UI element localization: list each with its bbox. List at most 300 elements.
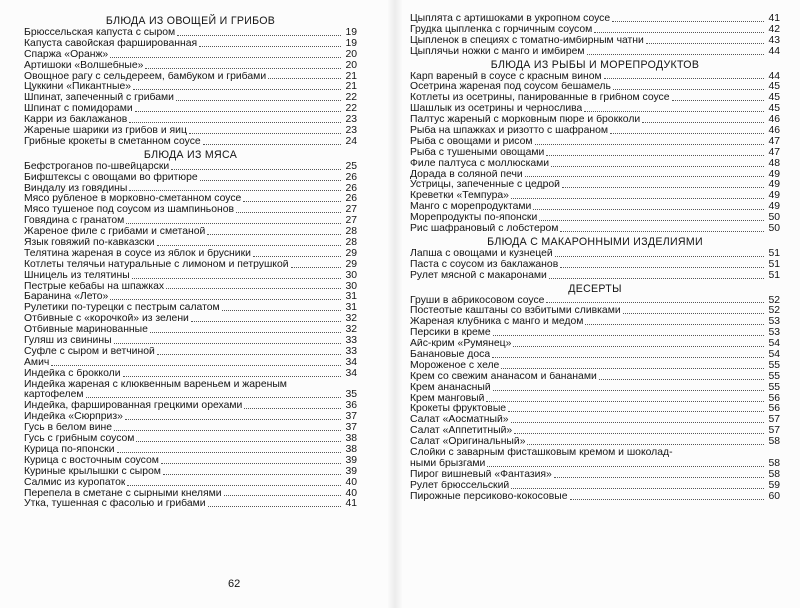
entry-title: Рыба с тушеными овощами [410,147,545,158]
entry-title: Рулет мясной с макаронами [410,270,547,281]
entry-title: Шпинат с помидорами [24,104,133,115]
entry-title: Шашлык из осетрины и чернослива [410,104,583,115]
toc-entry [410,296,780,307]
entry-title: Крем манговый [410,393,485,404]
section-title: БЛЮДА ИЗ ОВОЩЕЙ И ГРИБОВ [105,15,276,27]
dot-leader [171,169,341,170]
entry-title: Грудка цыпленка с горчичным соусом [410,24,593,35]
dot-leader [604,78,764,79]
entry-page-number: 28 [345,226,357,238]
toc-entry [24,162,357,173]
entry-page-number: 40 [345,476,357,488]
entry-page-number: 43 [768,34,780,46]
toc-entry [410,137,780,148]
toc-entry [410,394,780,405]
dot-leader [243,201,341,202]
dot-leader [163,474,341,475]
page-number: 62 [228,578,241,590]
entry-title: Овощное рагу с сельдереем, бамбуком и грибами [24,71,267,82]
dot-leader [511,488,764,489]
toc-entry [24,260,357,271]
entry-title: Курица по-японски [24,444,115,455]
entry-page-number: 35 [345,389,357,401]
toc-entry [24,456,357,467]
entry-title: картофелем [24,390,84,401]
entry-title: Айс-крим «Румянец» [410,339,512,350]
entry-page-number: 51 [768,258,780,270]
dot-leader [492,357,764,358]
entry-page-number: 38 [345,443,357,455]
toc-entry [410,82,780,93]
toc-entry [410,14,780,25]
entry-title: Крем со свежим ананасом и бананами [410,371,597,382]
toc-entry [24,137,357,148]
toc-entry [410,481,780,492]
dot-leader [493,390,764,391]
dot-leader [546,155,764,156]
dot-leader [594,32,764,33]
toc-entry [410,36,780,47]
dot-leader [585,324,764,325]
entry-title: Постеотые каштаны со взбитыми сливками [410,306,621,317]
entry-page-number: 41 [768,12,780,24]
entry-page-number: 41 [345,498,357,510]
dot-leader [208,506,341,507]
section-title: БЛЮДА ИЗ МЯСА [143,148,238,161]
dot-leader [486,401,764,402]
dot-leader [562,187,764,188]
dot-leader [551,166,764,167]
entry-title: Индейка с брокколи [24,368,121,379]
entry-page-number: 29 [345,258,357,270]
entry-page-number: 20 [345,48,357,60]
dot-leader [189,133,341,134]
entry-page-number: 32 [345,313,357,325]
dot-leader [508,411,764,412]
entry-title: Индейка, фаршированная грецкими орехами [24,401,243,412]
entry-title: Груши в абрикосовом соусе [410,295,545,306]
dot-leader [291,267,341,268]
dot-leader [125,419,341,420]
entry-title: Мясо тушеное под соусом из шампиньонов [24,205,235,216]
entry-title: Банановые доса [410,350,491,361]
entry-title: Курица с восточным соусом [24,455,159,466]
entry-page-number: 58 [768,436,780,448]
toc-entry [24,173,357,184]
entry-page-number: 55 [768,381,780,393]
entry-page-number: 46 [768,125,780,136]
entry-title: Перепела в сметане с сырными кнелями [24,488,222,499]
entry-page-number: 46 [768,114,780,126]
entry-title: Цуккини «Пикантные» [24,82,132,93]
entry-page-number: 58 [768,457,780,469]
entry-page-number: 32 [345,324,357,336]
entry-title: Грибные крокеты в сметанном соусе [24,136,201,147]
toc-entry [410,115,780,126]
entry-title: ными брызгами [410,458,486,469]
dot-leader [129,190,341,191]
toc-entry [24,499,357,510]
toc-entry [24,358,357,369]
entry-title: Рыба с овощами и рисом [410,136,533,147]
entry-title: Говядина с гранатом [24,216,125,227]
dot-leader [268,78,341,79]
dot-leader [110,57,341,58]
entry-title: Крокеты фруктовые [410,404,507,415]
entry-page-number: 34 [345,367,357,379]
toc-entry [24,380,357,391]
toc-entry [410,213,780,224]
entry-page-number: 31 [345,291,357,303]
toc-entry [410,317,780,328]
toc-entry [410,426,780,437]
entry-title: Лапша с овощами и кузнецей [410,248,553,259]
dot-leader [123,376,341,377]
entry-page-number: 59 [768,479,780,491]
entry-page-number: 36 [345,400,357,412]
entry-page-number: 49 [768,201,780,213]
dot-leader [525,176,764,177]
entry-title: Жареное филе с грибами и сметаной [24,227,206,238]
entry-title: Суфле с сыром и ветчиной [24,346,155,357]
entry-page-number: 37 [345,422,357,434]
toc-entry [24,434,357,445]
entry-page-number: 55 [768,370,780,382]
dot-leader [129,122,341,123]
section-title: ДЕСЕРТЫ [568,282,622,295]
entry-title: Отбивные маринованные [24,325,148,336]
entry-page-number: 34 [345,356,357,368]
entry-page-number: 31 [345,302,357,314]
dot-leader [222,310,341,311]
entry-title: Морепродукты по-японски [410,213,538,224]
entry-page-number: 21 [345,70,357,82]
toc-entry [24,282,357,293]
toc-entry [24,28,357,39]
entry-page-number: 22 [345,103,357,115]
toc-entry [410,350,780,361]
entry-title: Палтус жареный с морковным пюре и брокколи [410,115,641,126]
dot-leader [487,466,764,467]
dot-leader [126,223,341,224]
entry-title: Крем ананасный [410,382,491,393]
entry-page-number: 40 [345,487,357,499]
entry-page-number: 44 [768,45,780,57]
entry-title: Мороженое с хеле [410,360,500,371]
section-title: БЛЮДА С МАКАРОННЫМИ ИЗДЕЛИЯМИ [487,235,703,248]
entry-page-number: 50 [768,212,780,224]
entry-page-number: 44 [768,70,780,82]
toc-entry [410,328,780,339]
dot-leader [117,452,341,453]
dot-leader [176,100,341,101]
entry-page-number: 52 [768,294,780,306]
entry-title: Язык говяжий по-кавказски [24,238,155,249]
entry-page-number: 53 [768,327,780,339]
toc-entry [24,115,357,126]
entry-title: Рулет брюссельский [410,480,510,491]
dot-leader [145,68,341,69]
entry-page-number: 37 [345,411,357,423]
dot-leader [511,422,764,423]
toc-entry [410,159,780,170]
entry-title: Жареная клубника с манго и медом [410,317,584,328]
entry-page-number: 45 [768,103,780,115]
toc-entry [24,249,357,260]
dot-leader [150,332,341,333]
entry-page-number: 49 [768,190,780,202]
dot-leader [114,430,341,431]
entry-title: Рис шафрановый с лобстером [410,224,559,235]
entry-title: Гусь с грибным соусом [24,434,135,445]
toc-entry [410,93,780,104]
dot-leader [51,365,341,366]
toc-entry [410,148,780,159]
toc-entry [410,271,780,282]
dot-leader [86,397,342,398]
entry-page-number: 27 [345,204,357,216]
toc-entry [24,205,357,216]
toc-entry [24,445,357,456]
toc-entry [410,25,780,36]
entry-title: Гуляш из свинины [24,336,112,347]
entry-title: Гусь в белом вине [24,423,113,434]
entry-title: Котлеты из осетрины, панированные в грибном соусе [410,93,670,104]
toc-entry [24,325,357,336]
dot-leader [535,144,765,145]
entry-page-number: 39 [345,454,357,466]
dot-leader [200,180,341,181]
dot-leader [560,231,764,232]
book-gutter [388,0,402,608]
entry-title: Персики в креме [410,328,491,339]
toc-entry [24,82,357,93]
dot-leader [613,89,764,90]
dot-leader [114,343,341,344]
entry-page-number: 45 [768,92,780,104]
entry-page-number: 30 [345,269,357,281]
dot-leader [110,299,341,300]
toc-entry [410,437,780,448]
entry-title: Салат «Аосматный» [410,415,509,426]
toc-entry [24,271,357,282]
toc-entry [410,306,780,317]
dot-leader [191,321,341,322]
entry-page-number: 30 [345,280,357,292]
toc-entry [24,216,357,227]
toc-entry [410,202,780,213]
entry-title: Отбивные с «корочкой» из зелени [24,314,189,325]
entry-page-number: 56 [768,392,780,404]
entry-page-number: 54 [768,349,780,361]
entry-title: Слойки с заварным фисташковым кремом и шоколад- [410,448,673,459]
toc-entry [410,470,780,481]
dot-leader [493,335,764,336]
entry-title: Мясо рубленое в морковно-сметанном соусе [24,194,242,205]
toc-entry [24,467,357,478]
entry-title: Цыплячьи ножки с манго и имбирем [410,46,585,57]
dot-leader [207,234,341,235]
toc-entry [410,361,780,372]
toc-entry [410,459,780,470]
entry-title: Креветки «Темпура» [410,191,509,202]
toc-entry [24,184,357,195]
entry-page-number: 60 [768,490,780,502]
toc-entry [410,47,780,58]
dot-leader [539,220,764,221]
toc-entry [24,478,357,489]
dot-leader [672,100,764,101]
section-title: БЛЮДА ИЗ РЫБЫ И МОРЕПРОДУКТОВ [490,58,700,71]
entry-title: Салат «Оригинальный» [410,437,526,448]
dot-leader [514,433,764,434]
dot-leader [127,485,341,486]
entry-title: Брюссельская капуста с сыром [24,27,176,38]
toc-entry [24,194,357,205]
entry-title: Индейка «Сюрприз» [24,412,123,423]
entry-title: Манго с морепродуктами [410,202,532,213]
entry-title: Спаржа «Оранж» [24,49,109,60]
entry-title: Телятина жареная в соусе из яблок и брусники [24,248,251,259]
entry-title: Бифштексы с овощами во фритюре [24,172,198,183]
entry-title: Рыба на шпажках и ризотто с шафраном [410,126,609,136]
toc-entry [24,391,357,402]
dot-leader [610,133,764,134]
entry-title: Салат «Аппетитный» [410,426,513,437]
dot-leader [560,267,764,268]
entry-page-number: 57 [768,414,780,426]
dot-leader [177,35,341,36]
toc-entry [24,489,357,500]
right-page-contents [410,14,780,503]
toc-entry [24,423,357,434]
entry-title: Индейка жареная с клюквенным вареньем и жареным [24,379,287,390]
toc-entry [24,336,357,347]
entry-title: Амич [24,357,50,368]
toc-entry [410,372,780,383]
entry-page-number: 19 [345,26,357,38]
dot-leader [157,354,341,355]
toc-entry [24,50,357,61]
entry-title: Утка, тушенная с фасолью и грибами [24,499,206,510]
dot-leader [224,495,341,496]
entry-page-number: 57 [768,425,780,437]
entry-title: Карри из баклажанов [24,115,128,126]
entry-title: Жареные шарики из грибов и яиц [24,126,187,136]
entry-title: Рулетики по-турецки с пестрым салатом [24,303,220,314]
entry-title: Пирожные персиково-кокосовые [410,491,568,502]
entry-title: Карп вареный в соусе с красным вином [410,71,602,82]
entry-page-number: 53 [768,316,780,328]
toc-entry [410,104,780,115]
entry-page-number: 45 [768,81,780,93]
entry-page-number: 49 [768,168,780,180]
dot-leader [203,144,341,145]
dot-leader [623,313,764,314]
entry-page-number: 28 [345,237,357,249]
entry-page-number: 20 [345,59,357,71]
entry-page-number: 49 [768,179,780,191]
toc-entry [410,191,780,202]
toc-entry [410,126,780,137]
dot-leader [554,477,764,478]
toc-entry [24,39,357,50]
toc-entry [410,492,780,503]
toc-entry [410,72,780,83]
entry-page-number: 51 [768,269,780,281]
entry-title: Устрицы, запеченные с цедрой [410,180,560,191]
entry-page-number: 56 [768,403,780,415]
entry-page-number: 54 [768,338,780,350]
entry-title: Салмис из куропаток [24,477,126,488]
toc-entry [24,347,357,358]
entry-title: Шпинат, запеченный с грибами [24,93,174,104]
entry-title: Филе палтуса с моллюсками [410,158,550,169]
entry-title: Цыпленок в специях с томатно-имбирным чатни [410,35,644,46]
entry-title: Пирог вишневый «Фантазия» [410,469,552,480]
toc-entry [24,238,357,249]
entry-page-number: 26 [345,193,357,205]
toc-entry [24,412,357,423]
entry-title: Цыплята с артишоками в укропном соусе [410,13,611,24]
entry-title: Котлеты телячьи натуральные с лимоном и петрушкой [24,259,289,270]
dot-leader [555,256,764,257]
entry-page-number: 47 [768,146,780,158]
entry-title: Баранина «Лето» [24,292,109,303]
dot-leader [587,54,764,55]
dot-leader [161,463,341,464]
entry-page-number: 26 [345,171,357,183]
toc-entry [410,383,780,394]
entry-page-number: 42 [768,23,780,35]
toc-entry [24,303,357,314]
dot-leader [533,209,764,210]
entry-title: Куриные крылышки с сыром [24,466,161,477]
toc-entry [410,405,780,416]
dot-leader [199,46,341,47]
entry-page-number: 19 [345,37,357,49]
entry-page-number: 22 [345,92,357,104]
toc-entry [24,104,357,115]
entry-title: Осетрина жареная под соусом бешамель [410,82,611,93]
toc-entry [410,170,780,181]
toc-entry [24,401,357,412]
entry-page-number: 58 [768,468,780,480]
entry-page-number: 23 [345,114,357,126]
entry-page-number: 27 [345,215,357,227]
left-page-contents [24,14,357,510]
entry-page-number: 38 [345,433,357,445]
entry-page-number: 29 [345,247,357,259]
entry-page-number: 23 [345,125,357,136]
dot-leader [646,43,764,44]
toc-entry [24,369,357,380]
entry-page-number: 39 [345,465,357,477]
dot-leader [501,368,764,369]
dot-leader [511,198,764,199]
entry-title: Артишоки «Волшебные» [24,60,144,71]
entry-title: Виндалу из говядины [24,183,128,194]
dot-leader [136,441,341,442]
toc-entry [410,260,780,271]
entry-page-number: 50 [768,223,780,235]
dot-leader [166,288,341,289]
entry-page-number: 33 [345,345,357,357]
toc-entry [410,448,780,459]
dot-leader [570,499,764,500]
entry-page-number: 33 [345,335,357,347]
dot-leader [133,89,341,90]
